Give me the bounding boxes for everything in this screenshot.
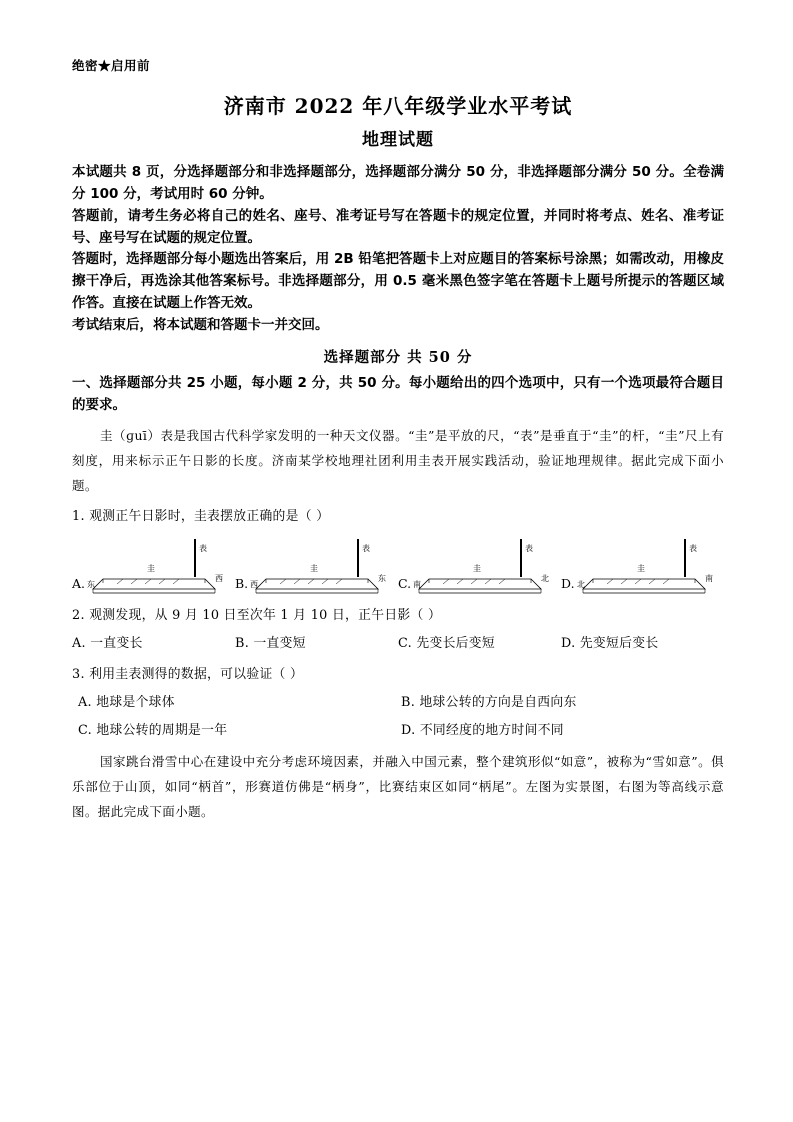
instruction-line-3: 答题时，选择题部分每小题选出答案后，用 2B 铅笔把答题卡上对应题目的答案标号涂黑；如需改动，用橡皮擦干净后，再选涂其他答案标号。非选择题部分，用 0.5 毫米黑色签字笔在答题卡上题号所提示的答题区域作答。直接在试题上作答无效。 [72, 251, 724, 312]
secret-label: 绝密★启用前 [72, 58, 151, 73]
page-content [72, 56, 724, 828]
gui-biao-diagram-c [413, 537, 553, 597]
question-2-option-b[interactable]: B. 一直变短 [235, 635, 306, 651]
question-1 [72, 504, 724, 530]
question-1-figures [72, 535, 724, 597]
figure-option-a-label: A. [72, 576, 86, 592]
instruction-line-4: 考试结束后，将本试题和答题卡一并交回。 [72, 317, 329, 334]
figure-b-left-dir: 西 [250, 580, 259, 590]
gui-biao-diagram-d [577, 537, 717, 597]
gui-biao-diagram-a [87, 537, 227, 597]
question-2-options [72, 631, 724, 657]
section-heading: 选择题部分 共 50 分 [323, 348, 473, 366]
figure-option-b [235, 537, 398, 597]
question-2 [72, 603, 724, 629]
question-3 [72, 662, 724, 688]
svg-text:表: 表 [199, 544, 208, 554]
question-3-option-b[interactable]: B. 地球公转的方向是自西向东 [401, 694, 577, 710]
question-3-option-c[interactable]: C. 地球公转的周期是一年 [78, 722, 228, 738]
question-3-text: 利用圭表测得的数据，可以验证（ ） [89, 667, 304, 683]
page-title: 济南市 2022 年八年级学业水平考试 [223, 94, 573, 118]
passage-1: 圭（ɡuī）表是我国古代科学家发明的一种天文仪器。“圭”是平放的尺，“表”是垂直于“圭”的杆，“圭”尺上有刻度，用来标示正午日影的长度。济南某学校地理社团利用圭表开展实践活动，验证地理规律。据此完成下面小题。 [72, 427, 724, 493]
page-subtitle: 地理试题 [362, 130, 434, 150]
figure-a-left-dir: 东 [87, 580, 96, 590]
figure-b-right-dir: 东 [378, 574, 387, 584]
question-3-options-row-2 [72, 718, 724, 744]
instruction-line-2: 答题前，请考生务必将自己的姓名、座号、准考证号写在答题卡的规定位置，并同时将考点、姓名、准考证号、座号写在试题的规定位置。 [72, 207, 724, 246]
svg-text:表: 表 [525, 544, 534, 554]
question-2-number: 2. [72, 608, 85, 624]
figure-option-a [72, 537, 235, 597]
gui-biao-diagram-b [250, 537, 390, 597]
figure-option-d-label: D. [561, 576, 575, 592]
question-3-option-d[interactable]: D. 不同经度的地方时间不同 [401, 722, 564, 738]
svg-text:圭: 圭 [147, 564, 156, 574]
question-3-options-row-1 [72, 690, 724, 716]
figure-option-b-label: B. [235, 576, 249, 592]
figure-c-right-dir: 北 [541, 574, 550, 584]
instruction-line-1: 本试题共 8 页，分选择题部分和非选择题部分，选择题部分满分 50 分，非选择题部分满分 50 分。全卷满分 100 分，考试用时 60 分钟。 [72, 164, 724, 202]
svg-text:圭: 圭 [473, 564, 482, 574]
figure-d-right-dir: 南 [704, 574, 713, 584]
question-3-number: 3. [72, 667, 85, 683]
svg-text:圭: 圭 [636, 564, 645, 574]
figure-option-d [561, 537, 724, 597]
passage-2: 国家跳台滑雪中心在建设中充分考虑环境因素，并融入中国元素，整个建筑形似“如意”，被称为“雪如意”。俱乐部位于山顶，如同“柄首”，形赛道仿佛是“柄身”，比赛结束区如同“柄尾”。左图为实景图，右图为等高线示意图。据此完成下面小题。 [72, 754, 724, 820]
figure-option-c-label: C. [398, 576, 412, 592]
question-2-option-c[interactable]: C. 先变长后变短 [398, 635, 495, 651]
part-heading: 一、选择题部分共 25 小题，每小题 2 分，共 50 分。每小题给出的四个选项中，只有一个选项最符合题目的要求。 [72, 374, 724, 413]
svg-text:表: 表 [362, 544, 371, 554]
svg-text:表: 表 [688, 544, 697, 554]
question-2-option-d[interactable]: D. 先变短后变长 [561, 635, 659, 651]
question-1-number: 1. [72, 508, 85, 524]
instructions-block [72, 162, 724, 337]
svg-text:圭: 圭 [310, 564, 319, 574]
question-3-option-a[interactable]: A. 地球是个球体 [78, 694, 175, 710]
question-1-text: 观测正午日影时，圭表摆放正确的是（ ） [89, 508, 330, 524]
figure-d-left-dir: 北 [576, 580, 585, 590]
question-2-text: 观测发现，从 9 月 10 日至次年 1 月 10 日，正午日影（ ） [89, 608, 442, 624]
figure-option-c [398, 537, 561, 597]
question-2-option-a[interactable]: A. 一直变长 [72, 635, 143, 651]
figure-a-right-dir: 西 [215, 574, 224, 584]
figure-c-left-dir: 南 [413, 580, 422, 590]
